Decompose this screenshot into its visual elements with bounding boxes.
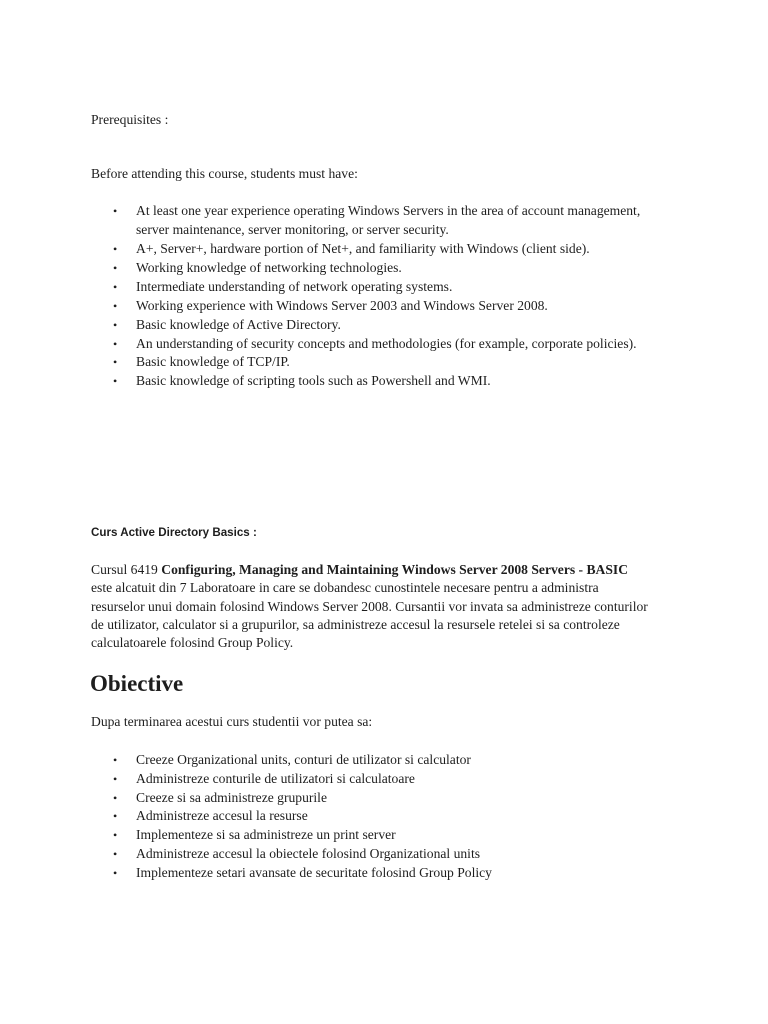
list-item-text: Intermediate understanding of network operating systems. [136, 278, 453, 294]
list-item [91, 240, 651, 259]
bullet-icon: • [113, 828, 118, 843]
objectives-heading: Obiective [90, 671, 184, 696]
bullet-icon: • [113, 865, 118, 880]
bullet-icon: • [113, 809, 118, 824]
objectives-list [91, 751, 651, 882]
bullet-icon: • [113, 317, 118, 332]
bullet-icon: • [113, 260, 118, 275]
list-item-text: Administreze accesul la obiectele folosind Organizational units [136, 845, 481, 861]
bullet-icon: • [113, 753, 118, 767]
bullet-icon: • [113, 790, 118, 805]
list-item [91, 807, 651, 826]
list-item-text: At least one year experience operating Windows Servers in the area of account management, server maintenance, server monitoring, or server security. [136, 203, 641, 237]
list-item [91, 353, 651, 372]
list-item-text: Creeze si sa administreze grupurile [136, 789, 327, 805]
list-item-text: Implementeze setari avansate de securitate folosind Group Policy [136, 864, 492, 880]
bullet-icon: • [113, 336, 118, 351]
list-item-text: Creeze Organizational units, conturi de utilizator si calculator [136, 752, 471, 767]
bullet-icon: • [113, 771, 118, 786]
prerequisites-list [91, 202, 651, 391]
course-name: Configuring, Managing and Maintaining Windows Server 2008 Servers - BASIC [161, 562, 629, 577]
list-item-text: Working knowledge of networking technologies. [136, 259, 402, 275]
list-item [91, 202, 651, 239]
course-title: Curs Active Directory Basics : [91, 526, 257, 539]
list-item-text: Administreze conturile de utilizatori si calculatoare [136, 770, 415, 786]
bullet-icon: • [113, 204, 118, 218]
list-item [91, 335, 651, 354]
list-item-text: Administreze accesul la resurse [136, 808, 308, 824]
list-item [91, 372, 651, 391]
list-item [91, 259, 651, 278]
objectives-intro: Dupa terminarea acestui curs studentii vor putea sa: [91, 714, 373, 729]
list-item [91, 316, 651, 335]
list-item [91, 297, 651, 316]
prerequisites-intro: Before attending this course, students must have: [91, 166, 358, 181]
list-item [91, 864, 651, 883]
list-item [91, 845, 651, 864]
bullet-icon: • [113, 374, 118, 389]
list-item [91, 789, 651, 808]
list-item [91, 770, 651, 789]
course-description [91, 561, 651, 652]
list-item-text: An understanding of security concepts and methodologies (for example, corporate policies). [136, 335, 637, 351]
prerequisites-label: Prerequisites : [91, 112, 169, 127]
list-item-text: Working experience with Windows Server 2003 and Windows Server 2008. [136, 297, 548, 313]
list-item [91, 278, 651, 297]
list-item [91, 826, 651, 845]
list-item-text: Basic knowledge of TCP/IP. [136, 354, 290, 370]
bullet-icon: • [113, 355, 118, 370]
list-item [91, 751, 651, 770]
list-item-text: Basic knowledge of Active Directory. [136, 316, 341, 332]
bullet-icon: • [113, 298, 118, 313]
list-item-text: A+, Server+, hardware portion of Net+, and familiarity with Windows (client side). [136, 240, 590, 256]
bullet-icon: • [113, 241, 118, 256]
course-desc-suffix: este alcatuit din 7 Laboratoare in care se dobandesc cunostintele necesare pentru a administra resurselor unui domain folosind Windows Server 2008. Cursantii vor invata sa administreze conturilor de utilizator, calculator si a grupurilor, sa administreze accesul la resursele retelei si sa controleze calculatoarele folosind Group Policy. [91, 580, 648, 651]
bullet-icon: • [113, 279, 118, 294]
list-item-text: Basic knowledge of scripting tools such as Powershell and WMI. [136, 373, 491, 389]
course-desc-prefix: Cursul 6419 [91, 562, 162, 577]
list-item-text: Implementeze si sa administreze un print server [136, 827, 396, 843]
bullet-icon: • [113, 846, 118, 861]
